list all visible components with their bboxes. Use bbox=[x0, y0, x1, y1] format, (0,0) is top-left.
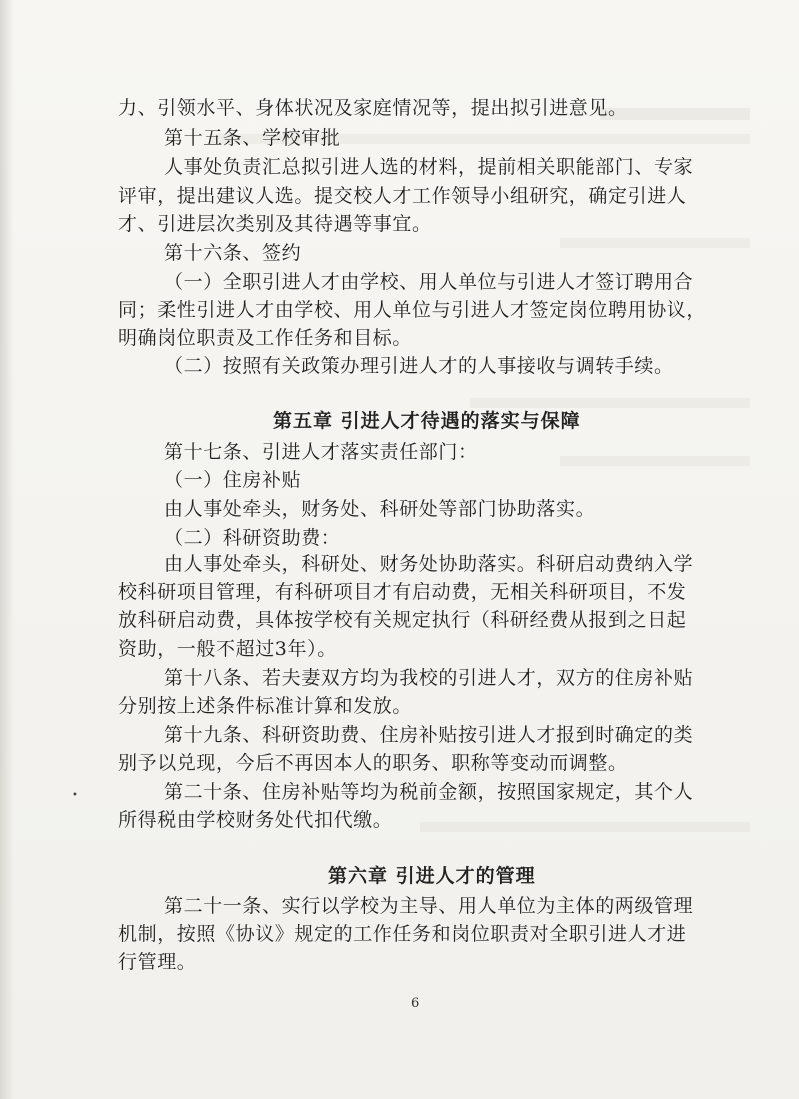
article-heading: 第十六条、签约 bbox=[164, 242, 302, 264]
body-line: 明确岗位职责及工作任务和目标。 bbox=[118, 327, 413, 349]
body-line: 第十九条、科研资助费、住房补贴按引进人才报到时确定的类 bbox=[164, 724, 694, 746]
body-line: 别予以兑现，今后不再因本人的职务、职称等变动而调整。 bbox=[118, 752, 628, 774]
article-heading: 第十五条、学校审批 bbox=[164, 127, 341, 149]
bleed-through bbox=[420, 822, 750, 832]
page-number: 6 bbox=[411, 996, 420, 1011]
bleed-through bbox=[470, 398, 750, 408]
article-heading: 第十七条、引进人才落实责任部门： bbox=[164, 441, 478, 463]
body-line: 同；柔性引进人才由学校、用人单位与引进人才签定岗位聘用协议， bbox=[118, 299, 707, 321]
chapter-heading: 第六章 引进人才的管理 bbox=[328, 865, 536, 887]
body-line: 校科研项目管理，有科研项目才有启动费，无相关科研项目，不发 bbox=[118, 581, 687, 603]
body-line: （二）按照有关政策办理引进人才的人事接收与调转手续。 bbox=[164, 355, 674, 377]
body-line: 放科研启动费，具体按学校有关规定执行（科研经费从报到之日起 bbox=[118, 609, 687, 631]
body-line: 第二十条、住房补贴等均为税前金额，按照国家规定，其个人 bbox=[164, 781, 694, 803]
margin-mark: • bbox=[72, 790, 78, 801]
body-line: 评审，提出建议人选。提交校人才工作领导小组研究，确定引进人 bbox=[118, 185, 687, 207]
body-line: 由人事处牵头，财务处、科研处等部门协助落实。 bbox=[164, 498, 596, 520]
body-line: 分别按上述条件标准计算和发放。 bbox=[118, 695, 413, 717]
body-line: 所得税由学校财务处代扣代缴。 bbox=[118, 809, 393, 831]
scan-edge-shadow bbox=[0, 0, 14, 1099]
chapter-heading: 第五章 引进人才待遇的落实与保障 bbox=[273, 410, 581, 432]
body-line: 人事处负责汇总拟引进人选的材料，提前相关职能部门、专家 bbox=[164, 156, 694, 178]
body-line: 行管理。 bbox=[118, 951, 197, 973]
body-line: （一）全职引进人才由学校、用人单位与引进人才签订聘用合 bbox=[164, 271, 694, 293]
body-line: 机制，按照《协议》规定的工作任务和岗位职责对全职引进人才进 bbox=[118, 923, 687, 945]
body-line: 由人事处牵头，科研处、财务处协助落实。科研启动费纳入学 bbox=[164, 553, 694, 575]
body-line: （二）科研资助费： bbox=[164, 527, 341, 549]
body-line: 才、引进层次类别及其待遇等事宜。 bbox=[118, 213, 432, 235]
body-line: 力、引领水平、身体状况及家庭情况等，提出拟引进意见。 bbox=[118, 97, 628, 119]
body-line: 第十八条、若夫妻双方均为我校的引进人才，双方的住房补贴 bbox=[164, 667, 694, 689]
article-heading: 第二十一条、实行以学校为主导、用人单位为主体的两级管理 bbox=[164, 895, 694, 917]
bleed-through bbox=[560, 238, 750, 248]
body-line: 资助，一般不超过3年）。 bbox=[118, 638, 337, 660]
bleed-through bbox=[560, 456, 750, 466]
body-line: （一）住房补贴 bbox=[164, 469, 302, 491]
